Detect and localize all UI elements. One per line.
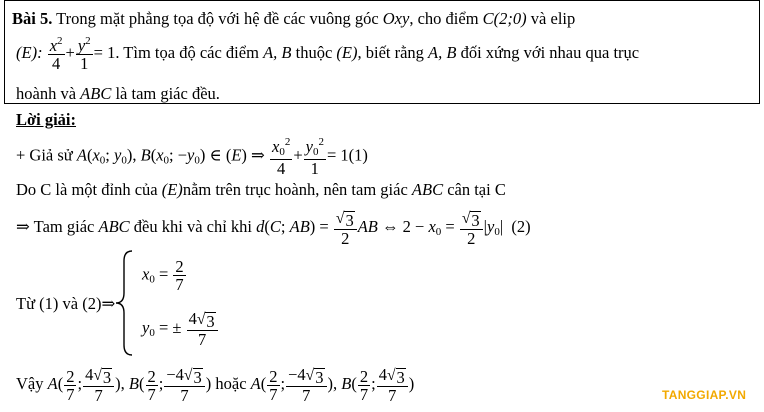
implies-arrow: ⇒ bbox=[16, 217, 30, 237]
problem-text: là tam giác đều. bbox=[111, 84, 220, 103]
fraction: $\frac{x^2}{4}$ bbox=[49, 35, 63, 74]
solution-heading: Lời giải: bbox=[16, 110, 77, 129]
fraction: $\frac{2}{7}$ bbox=[175, 257, 184, 295]
triangle-abc: ABC bbox=[80, 84, 112, 103]
problem-line-2: (E): $\frac{x^2}{4}$ + $\frac{y^2}{1}$ = 1. Tìm tọa độ các điểm A, B thuộc (E), biết rằng A, B đối xứng với nhau qua trục bbox=[16, 35, 640, 74]
fraction: $\frac{x_0^2}{4}$ bbox=[271, 136, 291, 178]
solution-step-4-label bbox=[16, 294, 115, 314]
fraction: 4 √ 3 7 bbox=[187, 310, 218, 349]
solution-step-1: + Giả sử $A(x_0$; $y_0$), $B(x_0$; $-y_0$) ∈ (E) ⇒ $\frac{x_0^2}{4}$ + $\frac{y_0^2}{1}$ = 1(1) bbox=[16, 136, 368, 178]
problem-text: , biết rằng bbox=[357, 43, 429, 63]
equation-number: (2) bbox=[511, 217, 531, 237]
step-text: Từ (1) và (2) bbox=[16, 294, 102, 313]
step-text: cân tại C bbox=[443, 180, 506, 199]
triangle-abc: ABC bbox=[411, 180, 444, 199]
system-eq-1: $x_0$ = $\frac{2}{7}$ bbox=[142, 257, 184, 295]
fraction: √ 3 2 bbox=[334, 209, 357, 248]
fraction: $\frac{y^2}{1}$ bbox=[77, 35, 91, 74]
left-brace-icon bbox=[112, 249, 136, 357]
problem-text: hoành và bbox=[16, 84, 81, 103]
implies-arrow: ⇒ bbox=[101, 294, 116, 313]
solution-step-3: ⇒ Tam giác ABC đều khi và chỉ khi d(C; AB) = √ 3 2 AB ⇔ $2 - x_0$ = √ 3 2 $|y_0|$ (2) bbox=[16, 210, 531, 249]
problem-line-3 bbox=[16, 84, 220, 104]
solution-step-2 bbox=[16, 180, 506, 200]
step-text: Vậy bbox=[16, 374, 48, 394]
step-text: Do C là một đỉnh của bbox=[16, 180, 162, 199]
watermark: TANGGIAP.VN bbox=[662, 388, 747, 402]
ellipse-label: (E): bbox=[16, 43, 43, 63]
system-eq-2: $y_0$ = ± 4 √ 3 7 bbox=[142, 310, 219, 349]
ellipse-ref: (E) bbox=[336, 43, 358, 63]
problem-line-1 bbox=[12, 9, 575, 29]
step-text: + Giả sử bbox=[16, 145, 77, 165]
solution-step-5: Vậy A( $\frac{2}{7}$ ; 4 √ 3 7 ), B( $\frac{2}{7}$ ; −4 √ 3 7 ) hoặc A( $\frac{2}{7}$ ; −4 √ 3 7 ), B( $\frac{2}{7}$ ; 4 √ 3 7 ) bbox=[16, 365, 415, 406]
step-text: = 1(1) bbox=[326, 145, 368, 165]
problem-label: Bài 5. bbox=[12, 9, 53, 28]
points-ab: A, B bbox=[428, 43, 457, 63]
step-text: nằm trên trục hoành, nên tam giác bbox=[182, 180, 412, 199]
ellipse-ref: (E) bbox=[161, 180, 183, 199]
problem-text: thuộc bbox=[291, 43, 337, 63]
problem-text: . Tìm tọa độ các điểm bbox=[115, 43, 264, 63]
step-text: đều khi và chỉ khi bbox=[133, 217, 257, 237]
step-text: Tam giác bbox=[29, 217, 99, 237]
problem-text: và elip bbox=[526, 9, 576, 28]
step-text: hoặc bbox=[215, 374, 251, 394]
points-ab: A, B bbox=[263, 43, 292, 63]
fraction: $\frac{y_0^2}{1}$ bbox=[305, 136, 324, 178]
problem-oxy: Oxy bbox=[382, 9, 410, 28]
triangle-abc: ABC bbox=[98, 217, 130, 237]
fraction: √ 3 2 bbox=[460, 209, 483, 248]
problem-text: , cho điểm bbox=[409, 9, 483, 28]
problem-text: Trong mặt phẳng tọa độ với hệ đề các vuông góc bbox=[52, 9, 383, 28]
problem-text: đối xứng với nhau qua trục bbox=[456, 43, 640, 63]
point-c: C(2;0) bbox=[482, 9, 527, 28]
